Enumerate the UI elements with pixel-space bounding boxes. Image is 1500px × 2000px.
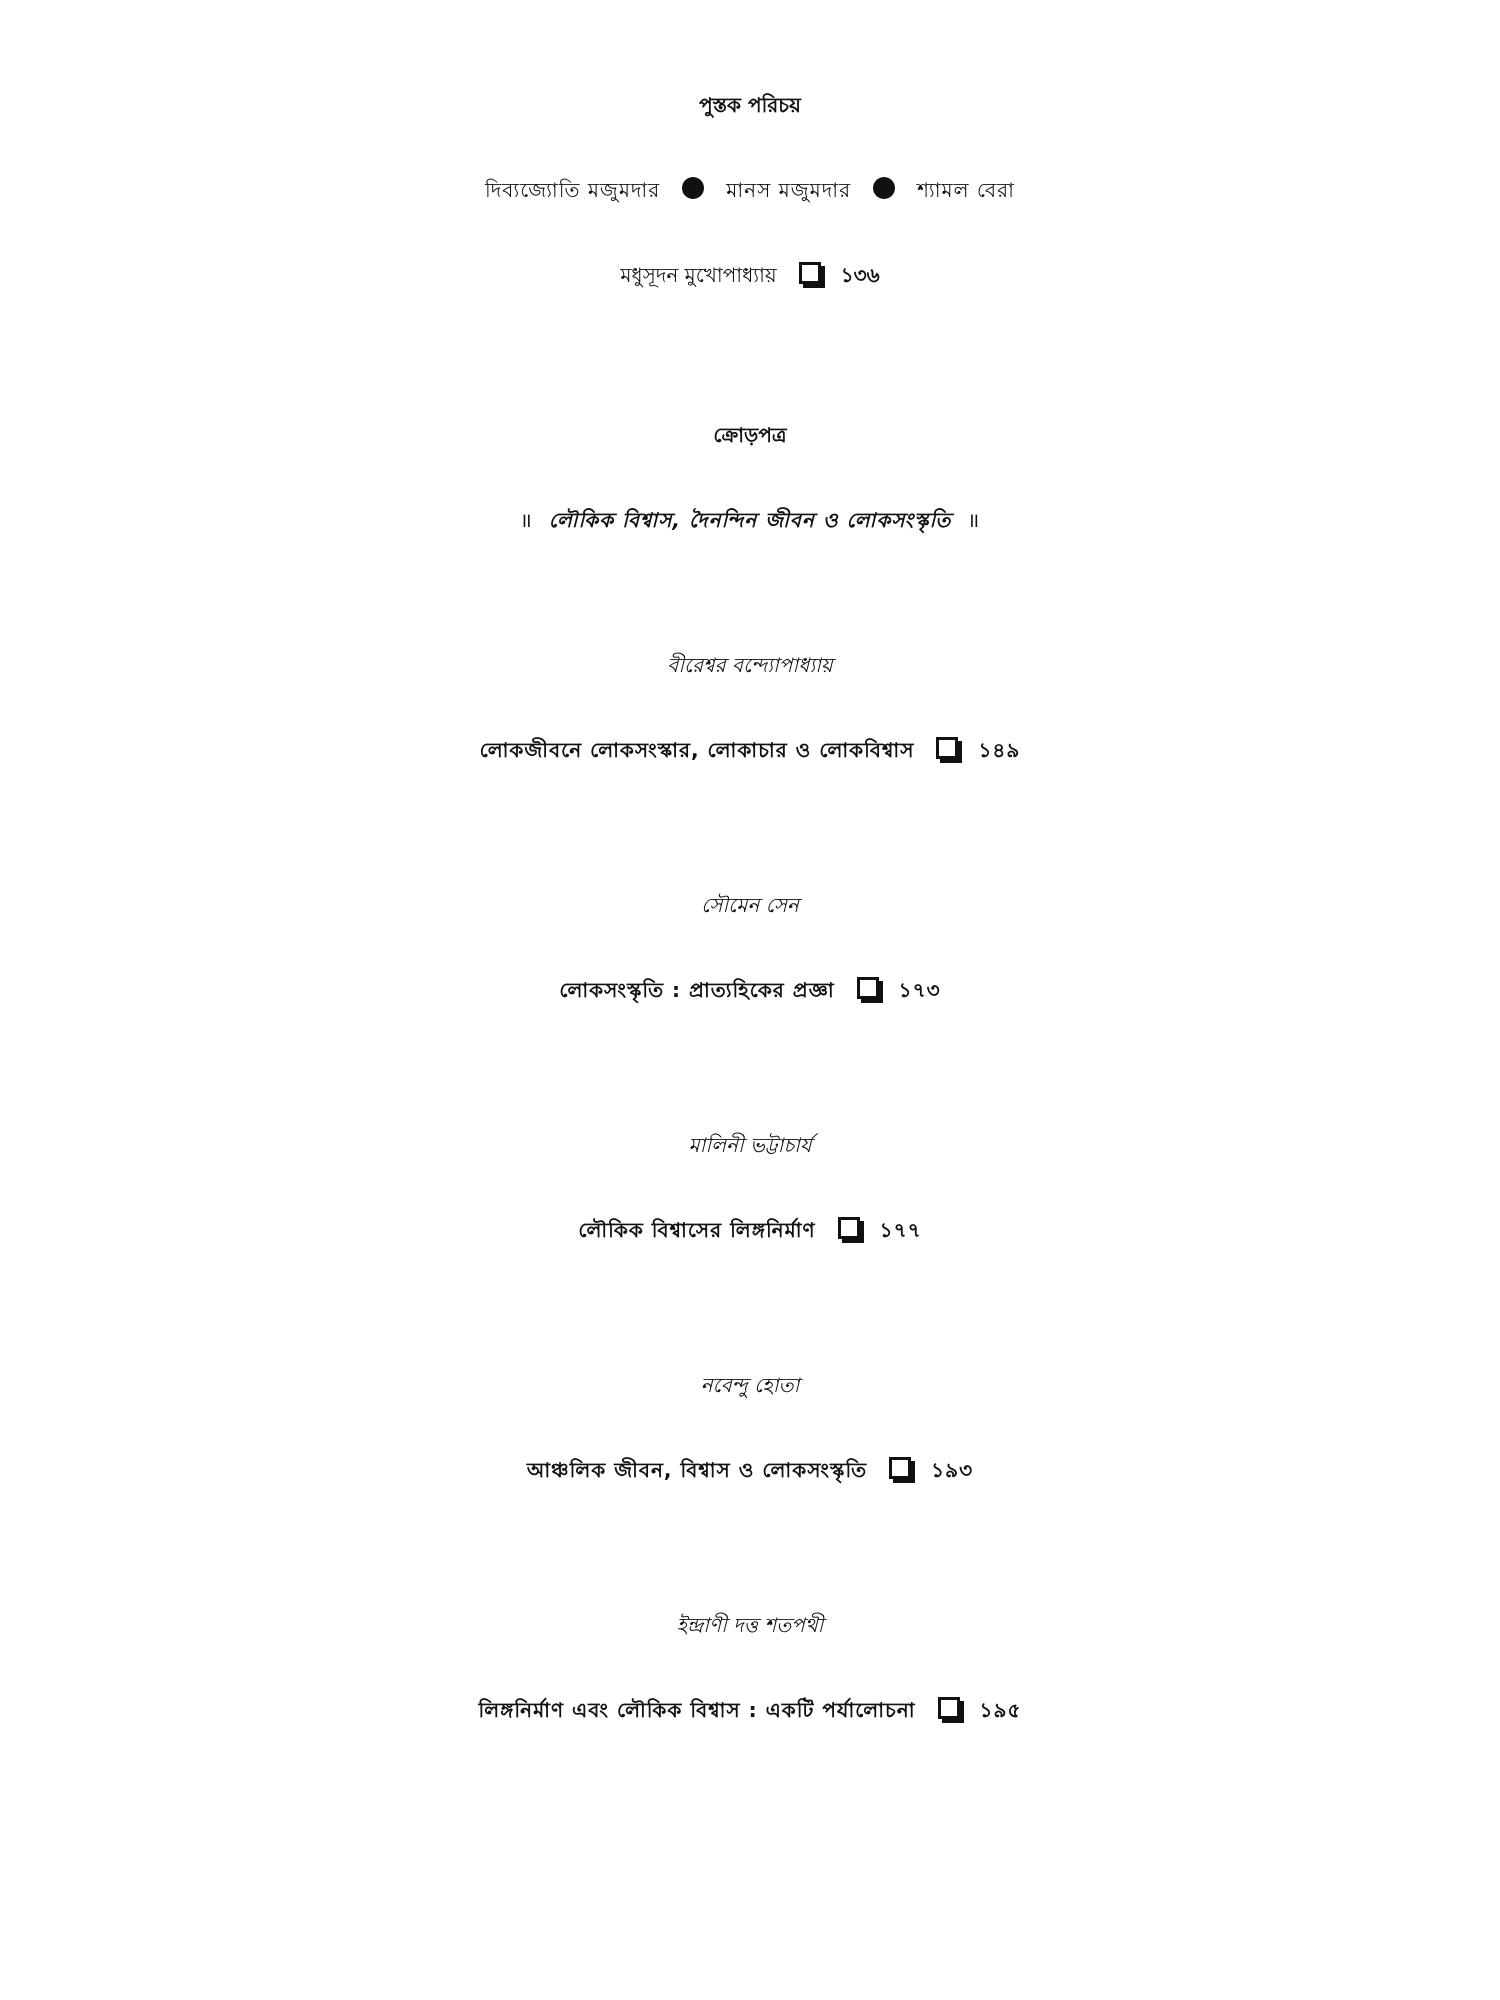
box-bullet-icon (838, 1217, 860, 1239)
box-bullet-icon (936, 737, 958, 759)
author-name: মানস মজুমদার (726, 178, 852, 202)
author-name: শ্যামল বেরা (917, 178, 1015, 202)
supplement-subtitle: লৌকিক বিশ্বাস, দৈনন্দিন জীবন ও লোকসংস্কৃতি (548, 508, 952, 532)
entry-title: লিঙ্গনির্মাণ এবং লৌকিক বিশ্বাস : একটি পর্যালোচনা (478, 1698, 916, 1722)
entry-author: ইন্দ্রাণী দত্ত শতপথী (676, 1613, 824, 1637)
author-name: মধুসূদন মুখোপাধ্যায় (620, 263, 777, 287)
entry-author: সৌমেন সেন (701, 893, 799, 917)
box-bullet-icon (889, 1457, 911, 1479)
book-intro-heading: পুস্তক পরিচয় (699, 93, 801, 117)
entry-author: বীরেশ্বর বন্দ্যোপাধ্যায় (667, 653, 833, 677)
bullet-icon (873, 177, 895, 199)
supplement-subtitle-line (0, 510, 1500, 530)
page-number: ১৯৩ (931, 1458, 974, 1482)
page-number: ১৪৯ (978, 738, 1021, 762)
double-bar-left: ॥ (519, 508, 533, 532)
box-bullet-icon (799, 262, 821, 284)
entry-title: লোকসংস্কৃতি : প্রাত্যহিকের প্রজ্ঞা (559, 978, 835, 1002)
entry-title-line (0, 1700, 1500, 1723)
entry-title-line (0, 980, 1500, 1003)
box-bullet-icon (857, 977, 879, 999)
box-bullet-icon (938, 1697, 960, 1719)
entry-author: নবেন্দু হোতা (700, 1373, 800, 1397)
page-number: ১৭৩ (898, 978, 941, 1002)
page-number: ১৩৬ (840, 263, 880, 287)
entry-title: লোকজীবনে লোকসংস্কার, লোকাচার ও লোকবিশ্বাস (479, 738, 915, 762)
page-number: ১৭৭ (879, 1218, 922, 1242)
supplement-heading: ক্রোড়পত্র (713, 423, 787, 447)
entry-title: লৌকিক বিশ্বাসের লিঙ্গনির্মাণ (578, 1218, 816, 1242)
book-intro-authors (0, 180, 1500, 203)
entry-title-line (0, 1460, 1500, 1483)
entry-title-line (0, 740, 1500, 763)
entry-title-line (0, 1220, 1500, 1243)
book-intro-entry (0, 265, 1500, 288)
entry-title: আঞ্চলিক জীবন, বিশ্বাস ও লোকসংস্কৃতি (526, 1458, 868, 1482)
entry-author: মালিনী ভট্টাচার্য (688, 1133, 812, 1157)
author-name: দিব্যজ্যোতি মজুমদার (485, 178, 661, 202)
bullet-icon (682, 177, 704, 199)
double-bar-right: ॥ (967, 508, 981, 532)
page-number: ১৯৫ (979, 1698, 1022, 1722)
